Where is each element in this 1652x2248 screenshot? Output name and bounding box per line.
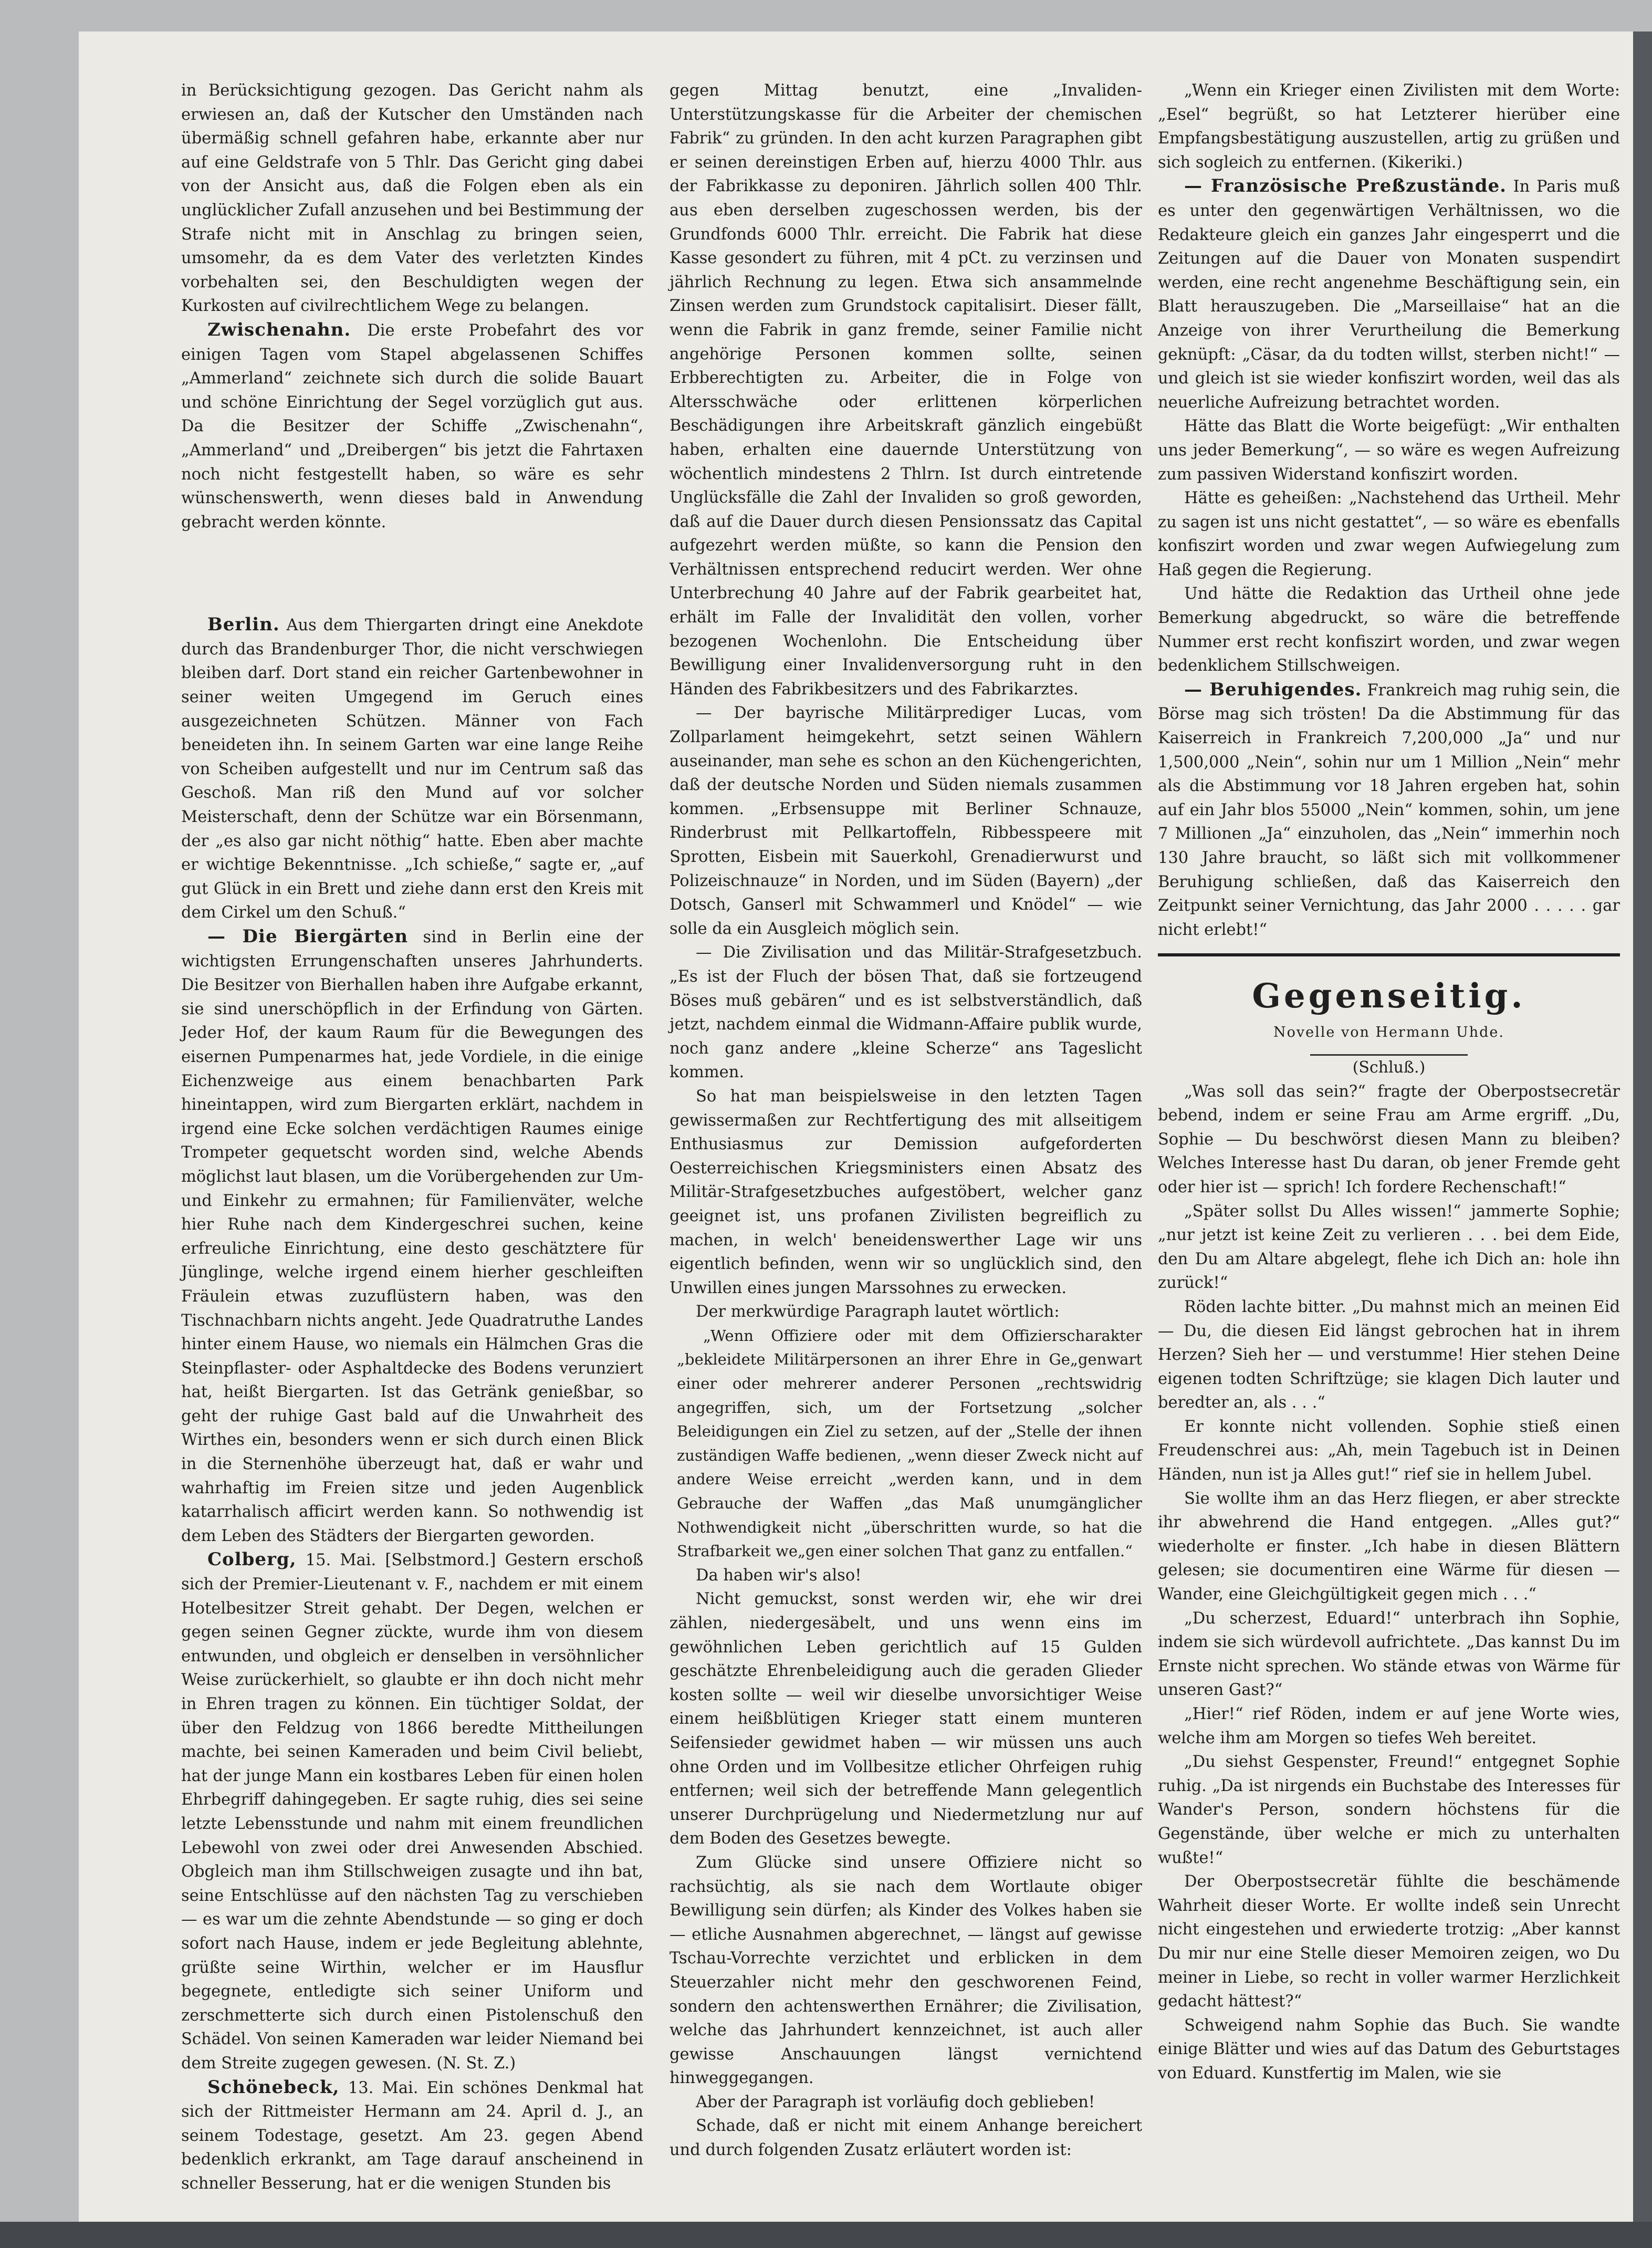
novel-paragraph: Sie wollte ihm an das Herz fliegen, er aber streckte ihr abwehrend die Hand entgegen. „Alles gut?“ wiederholte er finster. „Ich habe in diesen Blättern gelesen; sie documentiren eine Wärme für diesen — Wander, eine Gleichgültigkeit gegen mich . . .“ bbox=[1158, 1489, 1620, 1604]
article-paragraph: Zum Glücke sind unsere Offiziere nicht so rachsüchtig, als sie nach dem Wortlaute obiger Bewilligung sein dürfen; als Kinder des Volkes haben sie — etliche Ausnahmen abgerechnet, — längst auf gewisse Tschau-Vorrechte verzichtet und erblicken in dem Steuerzahler nicht mehr den geschworenen Feind, sondern den achtenswerthen Ernährer; die Zivilisation, welche das Jahrhundert kennzeichnet, ist auch aller gewisse Anschauungen längst vernichtend hinweggegangen. bbox=[670, 1853, 1142, 2088]
article-paragraph: Der merkwürdige Paragraph lautet wörtlich: bbox=[696, 1303, 1060, 1321]
article-paragraph: — Der bayrische Militärprediger Lucas, vom Zollparlament heimgekehrt, setzt seinen Wählern auseinander, man sehe es schon an den Küchengerichten, daß der deutsche Norden und Süden niemals zusammen kommen. „Erbsensuppe mit Berliner Schnauze, Rinderbrust mit Pellkartoffeln, Ribbesspeere mit Sprotten, Eisbein mit Sauerkohl, Grenadierwurst und Polizeischnauze“ in Norden, und im Süden (Bayern) „der Dotsch, Ganserl mit Schwammerl und Knödel“ — wie solle da ein Ausgleich möglich sein. bbox=[670, 704, 1142, 938]
column-left bbox=[181, 79, 643, 2195]
novel-paragraph: „Hier!“ rief Röden, indem er auf jene Worte wies, welche ihm am Morgen so tiefes Weh bereitet. bbox=[1158, 1705, 1620, 1747]
article-paragraph: Schade, daß er nicht mit einem Anhange bereichert und durch folgenden Zusatz erläutert worden ist: bbox=[670, 2117, 1142, 2160]
article-paragraph: in Berücksichtigung gezogen. Das Gericht nahm als erwiesen an, daß der Kutscher den Umständen nach übermäßig schnell gefahren habe, erkannte aber nur auf eine Geldstrafe von 5 Thlr. Das Gericht ging dabei von der Ansicht aus, daß die Folgen eben als ein unglücklicher Zufall anzusehen und bei Bestimmung der Strafe nicht mit in Anschlag zu bringen seien, umsomehr, da es dem Vater des verletzten Kindes vorbehalten sei, den Beschuldigten wegen der Kurkosten auf civilrechtlichem Wege zu belangen. bbox=[181, 81, 643, 316]
article-dateline: — Französische Preßzustände. bbox=[1184, 175, 1507, 197]
article-berlin: Berlin. Aus dem Thiergarten dringt eine Anekdote durch das Brandenburger Thor, die nicht verschwiegen bleiben darf. Dort stand ein reicher Gartenbewohner in seiner weiten Umgegend im Geruch eines ausgezeichneten Schützen. Männer von Fach beneideten ihn. In seinem Garten war eine lange Reihe von Scheiben aufgestellt und nur im Centrum saß das Geschoß. Man riß den Mund auf vor solcher Meisterschaft, denn der Schütze war ein Börsenmann, der „es also gar nicht nöthig“ hatte. Eben aber machte er wichtige Bekenntnisse. „Ich schieße,“ sagte er, „auf gut Glück in ein Brett und ziehe dann erst den Kreis mit dem Cirkel um den Schuß.“ bbox=[181, 614, 643, 922]
novel-title: Gegenseitig. bbox=[1252, 976, 1526, 1016]
article-dateline: — Beruhigendes. bbox=[1184, 679, 1362, 700]
novel-paragraph: „Du scherzest, Eduard!“ unterbrach ihn Sophie, indem sie sich würdevoll aufrichtete. „Das kannst Du im Ernste nicht sprechen. Wo stände etwas von Wärme für unseren Gast?“ bbox=[1158, 1609, 1620, 1700]
novel-paragraph: „Du siehst Gespenster, Freund!“ entgegnet Sophie ruhig. „Da ist nirgends ein Buchstabe des Interesses für Wander's Person, sondern höchstens für die Gegenstände, über welche er mich zu unterhalten wußte!“ bbox=[1158, 1753, 1620, 1867]
quoted-paragraph: „Wenn Offiziere oder mit dem Offizierscharakter „bekleidete Militärpersonen an ihrer Ehre in Ge„genwart einer oder mehrerer anderer Personen „rechtswidrig angegriffen, sich, um der Fortsetzung „solcher Beleidigungen ein Ziel zu setzen, auf der „Stelle der ihnen zuständigen Waffe bedienen, „wenn dieser Zweck nicht auf andere Weise erreicht „werden kann, und in dem Gebrauche der Waffen „das Maß unumgänglicher Nothwendigkeit nicht „überschritten wurde, so hat die Strafbarkeit we„gen einer solchen That ganz zu entfallen.“ bbox=[677, 1326, 1142, 1560]
article-paragraph: gegen Mittag benutzt, eine „Invaliden-Unterstützungskasse für die Arbeiter der chemischen Fabrik“ zu gründen. In den acht kurzen Paragraphen gibt er seinen dereinstigen Erben auf, hierzu 4000 Thlr. aus der Fabrikkasse zu deponiren. Jährlich sollen 400 Thlr. aus eben derselben zugeschossen werden, bis der Grundfonds 6000 Thlr. erreicht. Die Fabrik hat diese Kasse gesondert zu führen, mit 4 pCt. zu verzinsen und jährlich Rechnung zu legen. Etwa sich ansammelnde Zinsen werden zum Grundstock capitalisirt. Dieser fällt, wenn die Fabrik in ganz fremde, seiner Familie nicht angehörige Personen kommen sollte, seinen Erbberechtigten zu. Arbeiter, die in Folge von Altersschwäche oder erlittenen körperlichen Beschädigungen ihre Arbeitskraft gänzlich eingebüßt haben, erhalten eine dauernde Unterstützung von wöchentlich mindestens 2 Thlrn. Ist durch eintretende Unglücksfälle die Zahl der Invaliden so groß geworden, daß auf die Dauer durch diesen Pensionssatz das Capital aufgezehrt werden müßte, so kann die Pension den Verhältnissen entsprechend reducirt werden. Wer ohne Unterbrechung 40 Jahre auf der Fabrik gearbeitet hat, erhält im Falle der Invalidität den vollen, vorher bezogenen Wochenlohn. Die Entscheidung über Bewilligung einer Invalidenversorgung ruht in den Händen des Fabrikbesitzers und des Fabrikarztes. bbox=[670, 81, 1142, 699]
page-edge-shadow bbox=[1633, 32, 1652, 2248]
article-schoenebeck: Schönebeck, 13. Mai. Ein schönes Denkmal hat sich der Rittmeister Hermann am 24. April d. J., an seinem Todestage, gesetzt. Am 23. gegen Abend bedenklich erkrankt, am Tage darauf anscheinend in schneller Besserung, hat er die wenigen Stunden bis bbox=[181, 2076, 643, 2193]
article-biergaerten: — Die Biergärten sind in Berlin eine der wichtigsten Errungenschaften unseres Jahrhunderts. Die Besitzer von Bierhallen haben ihre Aufgabe erkannt, sie sind unerschöpflich in der Erfindung von Gärten. Jeder Hof, der kaum Raum für die Bewegungen des eisernen Pumpenarmes hat, jede Vordiele, in die einige Eichenzweige aus einem benachbarten Park hineintappen, wird zum Biergarten erklärt, nachdem in irgend eine Ecke solchen verdächtigen Raumes einige Trompeter gequetscht worden sind, welche Abends möglichst laut blasen, um die Vorübergehenden zur Um- und Einkehr zu ermahnen; für Familienväter, welche hier Ruhe nach dem Kindergeschrei suchen, keine erfreuliche Einrichtung, eine desto geschätztere für Jünglinge, welche irgend einem hierher geschleiften Fräulein etwas zuzuflüstern haben, was den Tischnachbarn nichts angeht. Jede Quadratruthe Landes hinter einem Hause, wo niemals ein Hälmchen Gras die Steinpflaster- oder Asphaltdecke des Bodens verunziert hat, heißt Biergarten. Ist das Getränk genießbar, so geht der ruhige Gast bald auf die Unwahrheit des Wirthes ein, besonders wenn er sich durch einen Blick in die Sternenhöhe überzeugt hat, daß er wahr und wahrhaftig im Freien sitze und jeden Augenblick katarrhalisch afficirt werden kann. So nothwendig ist dem Leben des Städters der Biergarten geworden. bbox=[181, 926, 644, 1545]
article-paragraph: „Wenn ein Krieger einen Zivilisten mit dem Worte: „Esel“ begrüßt, so hat Letzterer hierüber eine Empfangsbestätigung auszustellen, artig zu grüßen und sich sogleich zu entfernen. (Kikeriki.) bbox=[1158, 81, 1620, 172]
article-paragraph: Nicht gemuckst, sonst werden wir, ehe wir drei zählen, niedergesäbelt, und uns wenn eins im gewöhnlichen Leben gerichtlich auf 15 Gulden geschätzte Ehrenbeleidigung auch die geraden Glieder kosten sollte — weil wir dieselbe unvorsichtiger Weise einem heißblütigen Krieger statt einem munteren Seifensieder gewidmet haben — wir müssen uns auch ohne Orden und im Vollbesitze etlicher Ohrfeigen ruhig entfernen; weil sich der betreffende Mann gelegentlich unserer Durchprügelung und Niedermetzlung nur auf dem Boden des Gesetzes bewegte. bbox=[670, 1590, 1142, 1848]
article-paragraph: Hätte das Blatt die Worte beigefügt: „Wir enthalten uns jeder Bemerkung“, — so wäre es wegen Aufreizung zum passiven Widerstand konfiszirt worden. bbox=[1158, 417, 1620, 484]
article-colberg: Colberg, 15. Mai. [Selbstmord.] Gestern erschoß sich der Premier-Lieutenant v. F., nachdem er mit einem Hotelbesitzer Streit gehabt. Der Degen, welchen er gegen seinen Gegner zückte, wurde ihm von diesem entwunden, und obgleich er denselben in versöhnlicher Weise zurückerhielt, so glaubte er ihn doch nicht mehr in Ehren tragen zu können. Ein tüchtiger Soldat, der über den Feldzug von 1866 beredte Mittheilungen machte, bei seinen Kameraden und beim Civil beliebt, hat der junge Mann ein kostbares Leben für einen holen Ehrbegriff dahingegeben. Er sagte ruhig, dies sei seine letzte Lebensstunde und nahm mit einem freundlichen Lebewohl von zwei oder drei Anwesenden Abschied. Obgleich man ihm Stillschweigen zusagte und ihn bat, seine Entschlüsse auf den nächsten Tag zu verschieben — es war um die zehnte Abendstunde — so ging er doch sofort nach Hause, indem er jede Begleitung ablehnte, grüßte seine Wirthin, welcher er im Hausflur begegnete, entledigte sich seiner Uniform und zerschmetterte sich durch einen Pistolenschuß den Schädel. Von seinen Kameraden war leider Niemand bei dem Streite zugegen gewesen. (N. St. Z.) bbox=[181, 1549, 643, 2073]
scan-border bbox=[0, 2222, 1652, 2248]
article-paragraph: So hat man beispielsweise in den letzten Tagen gewissermaßen zur Rechtfertigung des mit allseitigem Enthusiasmus zur Demission aufgeforderten Oesterreichischen Kriegsministers einen Absatz des Militär-Strafgesetzbuches aufgestöbert, welcher ganz geeignet ist, uns profanen Zivilisten begreiflich zu machen, in welch' beneidenswerther Lage wir uns eigentlich befinden, wenn wir so unglücklich sind, den Unwillen eines jungen Marssohnes zu erwecken. bbox=[670, 1087, 1142, 1297]
novel-paragraph: „Später sollst Du Alles wissen!“ jammerte Sophie; „nur jetzt ist keine Zeit zu verlieren . . . bei dem Eide, den Du am Altare abgelegt, flehe ich Dich an: hole ihn zurück!“ bbox=[1158, 1202, 1620, 1293]
article-dateline: Schönebeck, bbox=[207, 2076, 340, 2098]
article-dateline: Berlin. bbox=[207, 614, 280, 636]
novel-paragraph: Röden lachte bitter. „Du mahnst mich an meinen Eid — Du, die diesen Eid längst gebrochen hat in ihrem Herzen? Sieh her — und verstumme! Hier stehen Deine eigenen todten Schriftzüge; sie klagen Dich lauter und beredter an, als . . .“ bbox=[1158, 1297, 1620, 1412]
novel-byline: Novelle von Hermann Uhde. bbox=[1273, 1024, 1504, 1041]
article-dateline: Zwischenahn. bbox=[207, 319, 351, 340]
column-right bbox=[1158, 79, 1620, 2086]
column-middle bbox=[670, 79, 1142, 2162]
novel-paragraph: Schweigend nahm Sophie das Buch. Sie wandte einige Blätter und wies auf das Datum des Geburtstages von Eduard. Kunstfertig im Malen, wie sie bbox=[1158, 2016, 1620, 2083]
article-paragraph: Hätte es geheißen: „Nachstehend das Urtheil. Mehr zu sagen ist uns nicht gestattet“, — so wäre es ebenfalls konfiszirt worden und zwar wegen Aufwiegelung zum Haß gegen die Regierung. bbox=[1158, 489, 1620, 579]
article-dateline: Colberg, bbox=[207, 1549, 297, 1570]
article-paragraph: Aber der Paragraph ist vorläufig doch geblieben! bbox=[696, 2093, 1095, 2111]
article-paragraph: — Die Zivilisation und das Militär-Strafgesetzbuch. „Es ist der Fluch der bösen That, daß sie fortzeugend Böses muß gebären“ und es ist selbstverständlich, daß jetzt, nachdem einmal die Widmann-Affaire publik wurde, noch ganz andere „kleine Scherze“ ans Tageslicht kommen. bbox=[670, 943, 1142, 1082]
novel-paragraph: „Was soll das sein?“ fragte der Oberpostsecretär bebend, indem er seine Frau am Arme ergriff. „Du, Sophie — Du beschwörst diesen Mann zu bleiben? Welches Interesse hast Du daran, ob jener Fremde geht oder hier ist — sprich! Ich fordere Rechenschaft!“ bbox=[1158, 1082, 1620, 1196]
article-paragraph: Da haben wir's also! bbox=[696, 1566, 862, 1585]
article-zwischenahn: Zwischenahn. Die erste Probefahrt des vor einigen Tagen vom Stapel abgelassenen Schiffes „Ammerland“ zeichnete sich durch die solide Bauart und schöne Einrichtung der Segel vorzüglich gut aus. Da die Besitzer der Schiffe „Zwischenahn“, „Ammerland“ und „Dreibergen“ bis jetzt die Fahrtaxen noch nicht festgestellt haben, so wäre es sehr wünschenswerth, wenn dieses bald in Anwendung gebracht werden könnte. bbox=[181, 319, 643, 532]
article-paragraph: Und hätte die Redaktion das Urtheil ohne jede Bemerkung abgedruckt, so wäre die betreffende Nummer erst recht konfiszirt worden, und zwar wegen bedenklichem Stillschweigen. bbox=[1158, 585, 1620, 675]
article-beruhigendes: — Beruhigendes. Frankreich mag ruhig sein, die Börse mag sich trösten! Da die Abstimmung für das Kaiserreich in Frankreich 7,200,000 „Ja“ und nur 1,500,000 „Nein“, sohin nur um 1 Million „Nein“ mehr als die Abstimmung vor 18 Jahren ergeben hat, sohin auf ein Jahr blos 55000 „Nein“ kommen, sohin, um jene 7 Millionen „Ja“ einzuholen, das „Nein“ immerhin noch 130 Jahre braucht, so läßt sich mit vollkommener Beruhigung schließen, daß das Kaiserreich den Zeitpunkt seiner Vernichtung, das Jahr 2000 . . . . . gar nicht erlebt!“ bbox=[1158, 679, 1620, 939]
article-press: — Französische Preßzustände. In Paris muß es unter den gegenwärtigen Verhältnissen, wo die Redakteure gleich ein ganzes Jahr eingesperrt und die Zeitungen auf die Dauer von Monaten suspendirt werden, eine recht angenehme Beschäftigung sein, ein Blatt herauszugeben. Die „Marseillaise“ hat an die Anzeige von ihrer Verurtheilung die Bemerkung geknüpft: „Cäsar, da du todten willst, sterben nicht!“ — und gleich ist sie wieder konfiszirt worden, weil das als neuerliche Aufreizung betrachtet worden. bbox=[1158, 175, 1620, 412]
section-divider bbox=[1158, 953, 1620, 956]
article-dateline: — Die Biergärten bbox=[207, 926, 409, 947]
novel-paragraph: Der Oberpostsecretär fühlte die beschämende Wahrheit dieser Worte. Er wollte indeß sein Unrecht nicht eingestehen und erwiederte trotzig: „Aber kannst Du mir nur eine Stelle dieser Memoiren zeigen, wo Du meiner in Liebe, so recht in voller warmer Herzlichkeit gedacht hättest?“ bbox=[1158, 1872, 1620, 2011]
novel-part: (Schluß.) bbox=[1352, 1058, 1426, 1077]
novel-paragraph: Er konnte nicht vollenden. Sophie stieß einen Freudenschrei aus: „Ah, mein Tagebuch ist in Deinen Händen, nun ist ja Alles gut!“ rief sie in hellem Jubel. bbox=[1158, 1417, 1620, 1484]
